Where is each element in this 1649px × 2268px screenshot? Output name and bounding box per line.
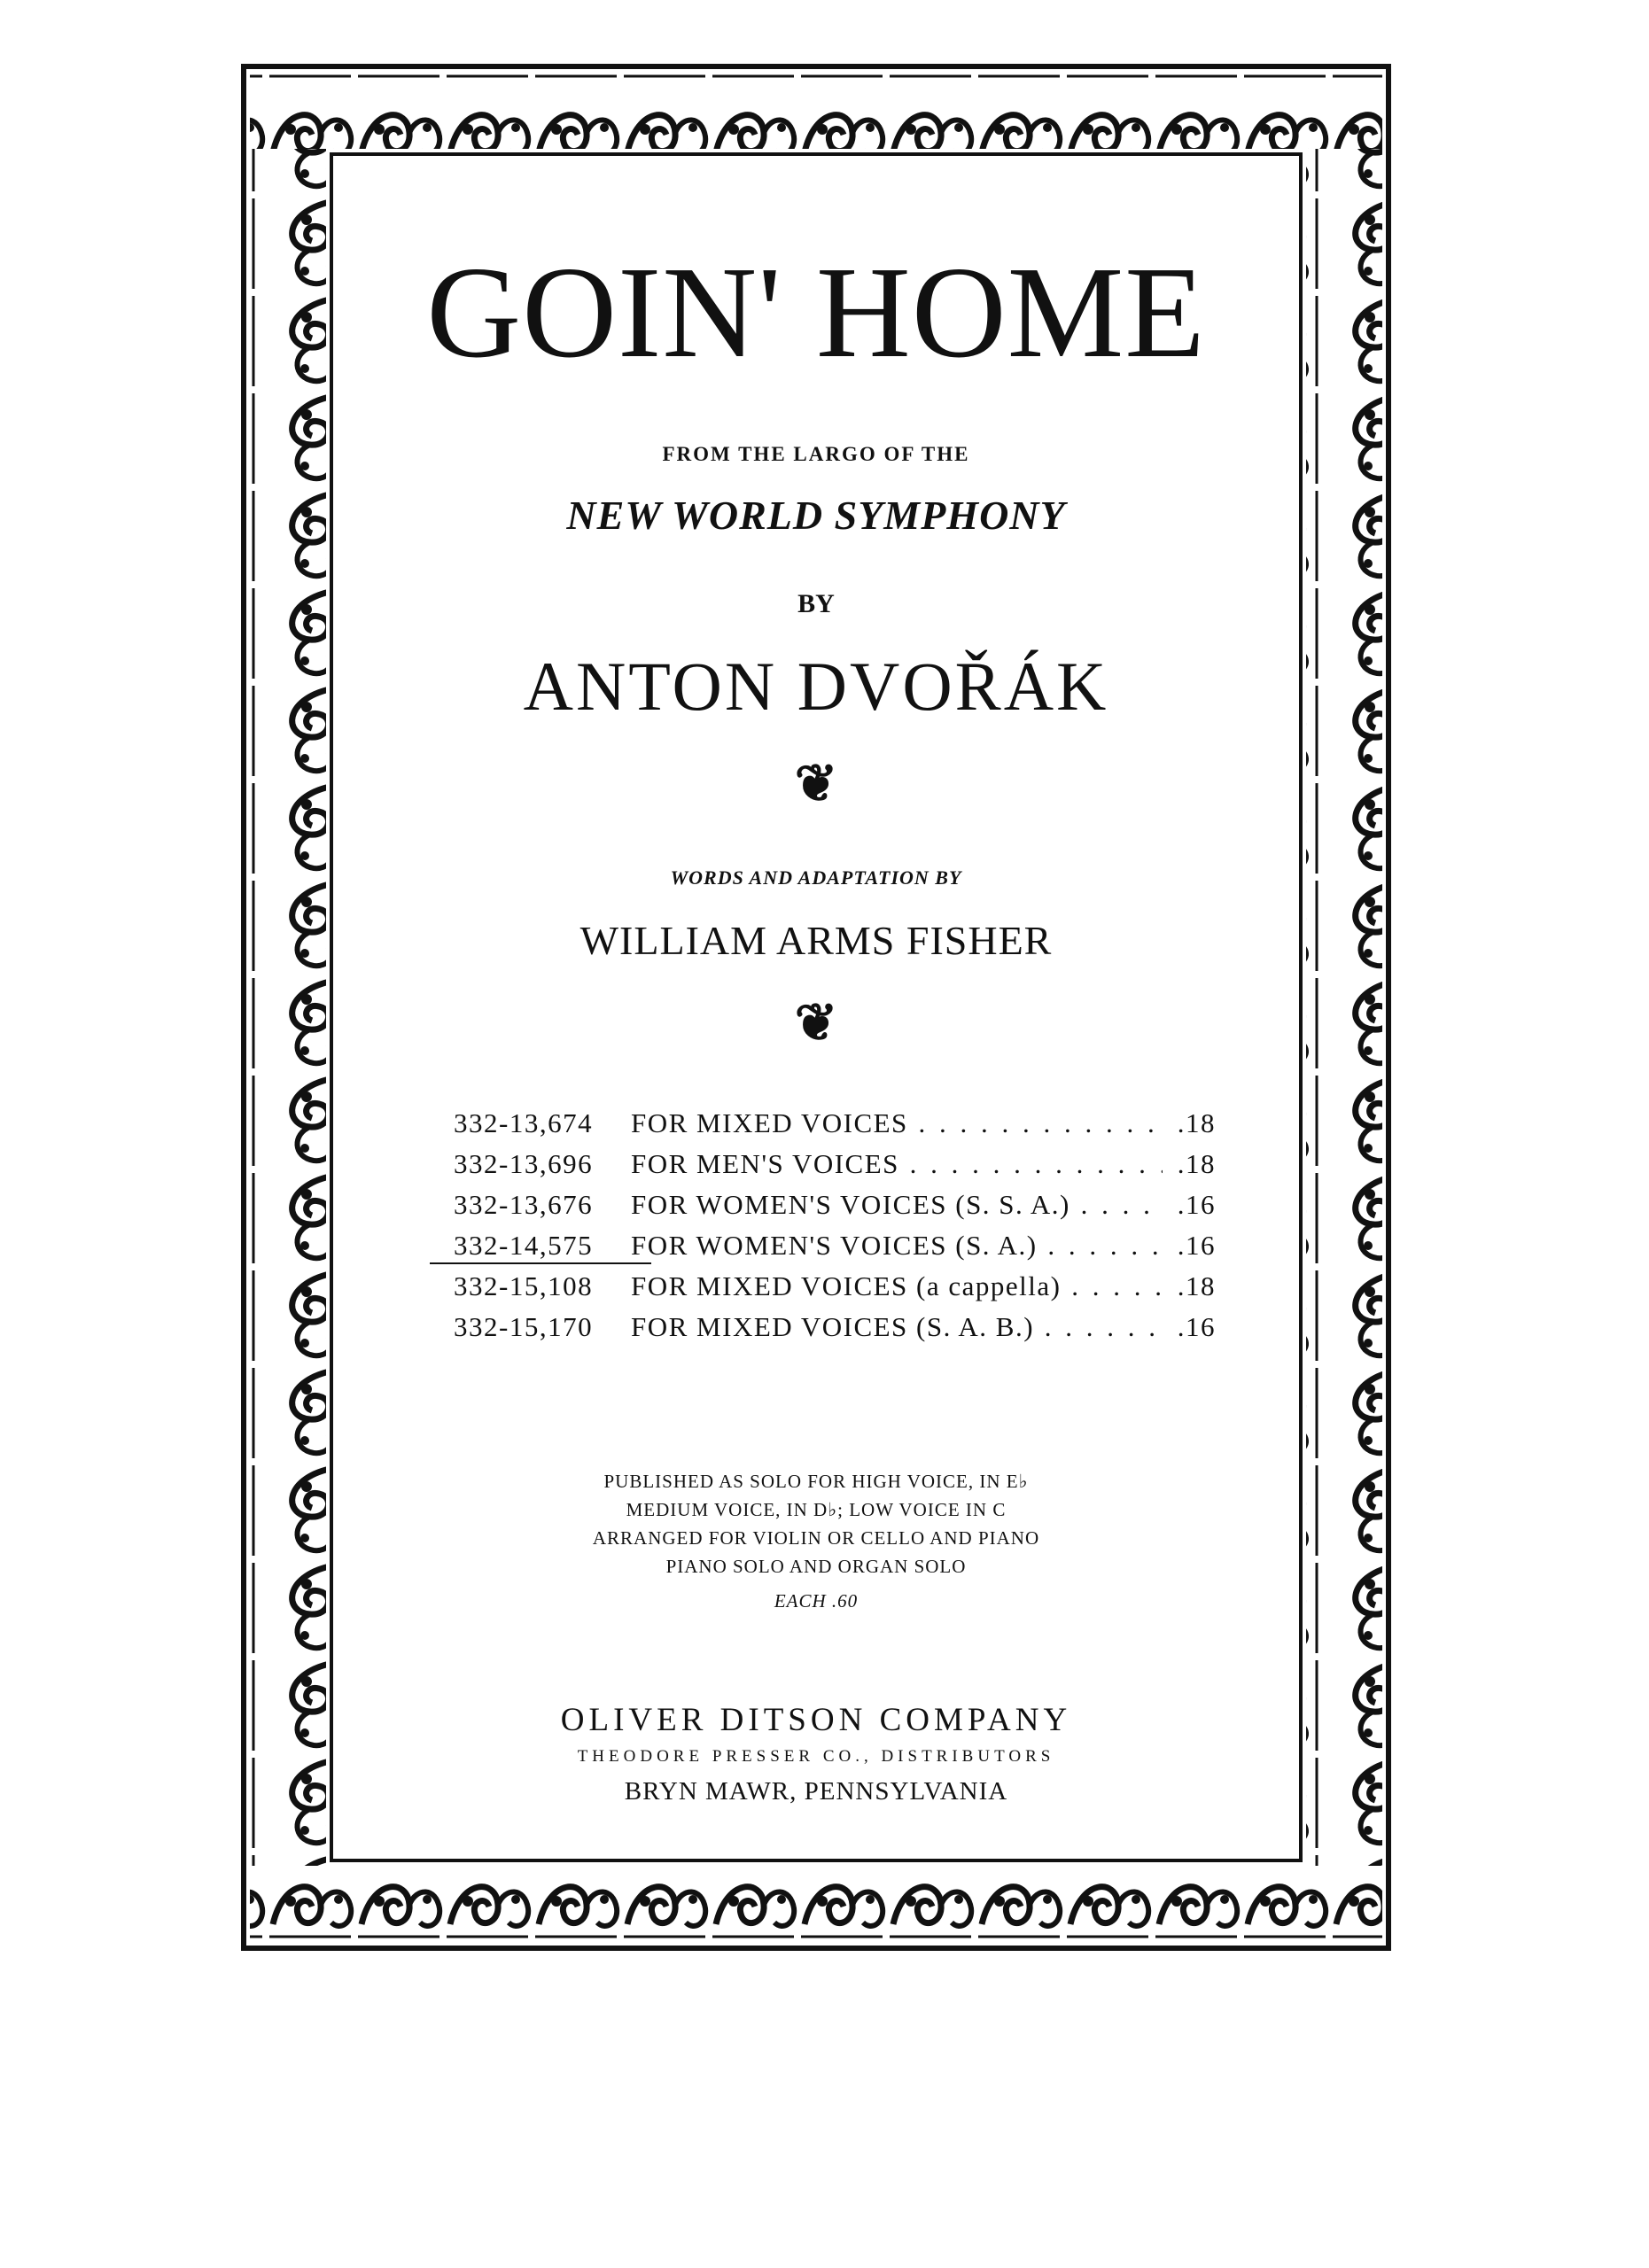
distributor-line: THEODORE PRESSER CO., DISTRIBUTORS: [577, 1747, 1055, 1766]
ornament-icon-2: ❦: [794, 994, 838, 1052]
arranger-name: WILLIAM ARMS FISHER: [579, 918, 1053, 963]
edition-price: .16: [1163, 1189, 1216, 1221]
edition-price: .18: [1163, 1148, 1216, 1180]
composer-name: ANTON DVOŘÁK: [523, 648, 1109, 725]
publication-price: EACH .60: [774, 1590, 859, 1612]
edition-description: FOR WOMEN'S VOICES (S. A.) . . .: [631, 1230, 1163, 1262]
publisher-city: BRYN MAWR, PENNSYLVANIA: [624, 1777, 1008, 1806]
edition-number: 332-14,575: [454, 1230, 594, 1261]
edition-number: 332-15,108: [454, 1270, 594, 1301]
edition-row: [454, 1270, 1216, 1311]
edition-description: FOR WOMEN'S VOICES (S. S. A.) . . .: [631, 1189, 1163, 1221]
publication-line-1: PUBLISHED AS SOLO FOR HIGH VOICE, IN E♭: [603, 1471, 1029, 1492]
source-line: FROM THE LARGO OF THE: [662, 443, 970, 465]
publisher-name: OLIVER DITSON COMPANY: [560, 1702, 1072, 1738]
by-line: BY: [797, 589, 835, 618]
editions-list: [454, 1107, 1216, 1352]
ornament-icon: ❦: [794, 755, 838, 812]
publication-line-2: MEDIUM VOICE, IN D♭; LOW VOICE IN C: [626, 1499, 1007, 1520]
edition-price: .16: [1163, 1311, 1216, 1343]
edition-row: [454, 1107, 1216, 1148]
edition-row: [454, 1148, 1216, 1189]
symphony-title: NEW WORLD SYMPHONY: [566, 493, 1066, 538]
edition-price: .16: [1163, 1230, 1216, 1262]
publication-line-4: PIANO SOLO AND ORGAN SOLO: [665, 1556, 967, 1577]
publication-line-3: ARRANGED FOR VIOLIN OR CELLO AND PIANO: [592, 1527, 1040, 1549]
edition-number: 332-13,674: [454, 1107, 594, 1138]
edition-description: FOR MIXED VOICES (S. A. B.) . . .: [631, 1311, 1163, 1343]
edition-price: .18: [1163, 1270, 1216, 1302]
edition-description: FOR MIXED VOICES (a cappella) . . .: [631, 1270, 1163, 1302]
song-title: GOIN' HOME: [426, 240, 1206, 385]
hand-mark-underline: [430, 1262, 651, 1264]
edition-row: [454, 1189, 1216, 1230]
edition-description: FOR MIXED VOICES . . .: [631, 1107, 1163, 1139]
edition-row: [454, 1230, 1216, 1270]
edition-row: [454, 1311, 1216, 1352]
edition-description: FOR MEN'S VOICES . . .: [631, 1148, 1163, 1180]
edition-number: 332-13,696: [454, 1148, 594, 1179]
edition-number: 332-15,170: [454, 1311, 594, 1342]
edition-price: .18: [1163, 1107, 1216, 1139]
edition-number: 332-13,676: [454, 1189, 594, 1220]
words-line: WORDS AND ADAPTATION BY: [670, 866, 962, 889]
